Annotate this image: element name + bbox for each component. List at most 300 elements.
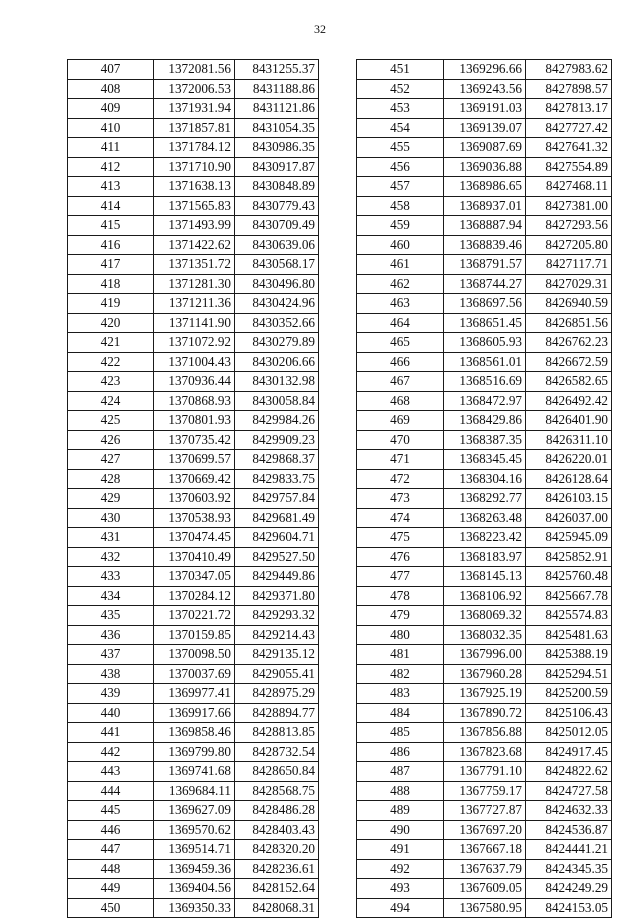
table-row [357,547,612,567]
table-row [357,138,612,158]
table-row [68,684,319,704]
point-number-cell: 426 [68,430,154,450]
y-coordinate-cell: 8427641.32 [526,138,612,158]
table-body-right [357,60,612,918]
table-row [357,216,612,236]
y-coordinate-cell: 8430568.17 [235,255,319,275]
x-coordinate-cell: 1371281.30 [154,274,235,294]
y-coordinate-cell: 8429527.50 [235,547,319,567]
table-row [357,840,612,860]
point-number-cell: 409 [68,99,154,119]
table-row [357,508,612,528]
y-coordinate-cell: 8424632.33 [526,801,612,821]
x-coordinate-cell: 1367996.00 [444,645,526,665]
table-row [357,703,612,723]
y-coordinate-cell: 8428320.20 [235,840,319,860]
point-number-cell: 491 [357,840,444,860]
x-coordinate-cell: 1368032.35 [444,625,526,645]
table-row [68,430,319,450]
x-coordinate-cell: 1369917.66 [154,703,235,723]
table-row [68,60,319,80]
coordinates-table-right [356,59,612,918]
x-coordinate-cell: 1369459.36 [154,859,235,879]
table-row [68,138,319,158]
y-coordinate-cell: 8430848.89 [235,177,319,197]
x-coordinate-cell: 1369087.69 [444,138,526,158]
x-coordinate-cell: 1371422.62 [154,235,235,255]
point-number-cell: 418 [68,274,154,294]
table-row [68,508,319,528]
point-number-cell: 437 [68,645,154,665]
x-coordinate-cell: 1372081.56 [154,60,235,80]
x-coordinate-cell: 1367727.87 [444,801,526,821]
y-coordinate-cell: 8428568.75 [235,781,319,801]
point-number-cell: 493 [357,879,444,899]
x-coordinate-cell: 1370159.85 [154,625,235,645]
table-row [357,255,612,275]
table-row [68,586,319,606]
point-number-cell: 489 [357,801,444,821]
x-coordinate-cell: 1367925.19 [444,684,526,704]
point-number-cell: 472 [357,469,444,489]
y-coordinate-cell: 8426401.90 [526,411,612,431]
y-coordinate-cell: 8426940.59 [526,294,612,314]
y-coordinate-cell: 8427813.17 [526,99,612,119]
x-coordinate-cell: 1369858.46 [154,723,235,743]
y-coordinate-cell: 8428403.43 [235,820,319,840]
y-coordinate-cell: 8424153.05 [526,898,612,918]
y-coordinate-cell: 8429604.71 [235,528,319,548]
point-number-cell: 473 [357,489,444,509]
y-coordinate-cell: 8429681.49 [235,508,319,528]
y-coordinate-cell: 8424917.45 [526,742,612,762]
x-coordinate-cell: 1371784.12 [154,138,235,158]
point-number-cell: 433 [68,567,154,587]
x-coordinate-cell: 1368345.45 [444,450,526,470]
table-row [357,742,612,762]
x-coordinate-cell: 1368651.45 [444,313,526,333]
y-coordinate-cell: 8428152.64 [235,879,319,899]
table-row [68,801,319,821]
table-row [357,664,612,684]
y-coordinate-cell: 8424822.62 [526,762,612,782]
y-coordinate-cell: 8430639.06 [235,235,319,255]
point-number-cell: 471 [357,450,444,470]
point-number-cell: 421 [68,333,154,353]
table-row [68,840,319,860]
y-coordinate-cell: 8425388.19 [526,645,612,665]
x-coordinate-cell: 1369191.03 [444,99,526,119]
x-coordinate-cell: 1371072.92 [154,333,235,353]
point-number-cell: 423 [68,372,154,392]
y-coordinate-cell: 8429214.43 [235,625,319,645]
x-coordinate-cell: 1369139.07 [444,118,526,138]
table-row [68,547,319,567]
point-number-cell: 417 [68,255,154,275]
y-coordinate-cell: 8430709.49 [235,216,319,236]
y-coordinate-cell: 8431188.86 [235,79,319,99]
point-number-cell: 445 [68,801,154,821]
x-coordinate-cell: 1367960.28 [444,664,526,684]
point-number-cell: 470 [357,430,444,450]
y-coordinate-cell: 8429293.32 [235,606,319,626]
point-number-cell: 488 [357,781,444,801]
y-coordinate-cell: 8427117.71 [526,255,612,275]
point-number-cell: 483 [357,684,444,704]
point-number-cell: 464 [357,313,444,333]
x-coordinate-cell: 1370538.93 [154,508,235,528]
table-row [68,723,319,743]
x-coordinate-cell: 1370801.93 [154,411,235,431]
y-coordinate-cell: 8429984.26 [235,411,319,431]
table-row [357,723,612,743]
y-coordinate-cell: 8431255.37 [235,60,319,80]
x-coordinate-cell: 1369741.68 [154,762,235,782]
point-number-cell: 463 [357,294,444,314]
table-row [68,664,319,684]
y-coordinate-cell: 8427293.56 [526,216,612,236]
point-number-cell: 492 [357,859,444,879]
table-row [68,625,319,645]
table-row [68,898,319,918]
point-number-cell: 475 [357,528,444,548]
point-number-cell: 460 [357,235,444,255]
y-coordinate-cell: 8429449.86 [235,567,319,587]
x-coordinate-cell: 1368887.94 [444,216,526,236]
table-row [68,79,319,99]
point-number-cell: 425 [68,411,154,431]
table-row [357,645,612,665]
point-number-cell: 446 [68,820,154,840]
point-number-cell: 442 [68,742,154,762]
x-coordinate-cell: 1368263.48 [444,508,526,528]
point-number-cell: 478 [357,586,444,606]
point-number-cell: 407 [68,60,154,80]
point-number-cell: 408 [68,79,154,99]
y-coordinate-cell: 8431054.35 [235,118,319,138]
table-row [68,781,319,801]
x-coordinate-cell: 1370474.45 [154,528,235,548]
point-number-cell: 422 [68,352,154,372]
x-coordinate-cell: 1368183.97 [444,547,526,567]
point-number-cell: 455 [357,138,444,158]
point-number-cell: 436 [68,625,154,645]
y-coordinate-cell: 8426037.00 [526,508,612,528]
point-number-cell: 412 [68,157,154,177]
y-coordinate-cell: 8429135.12 [235,645,319,665]
table-row [357,801,612,821]
table-row [68,820,319,840]
y-coordinate-cell: 8428732.54 [235,742,319,762]
x-coordinate-cell: 1371710.90 [154,157,235,177]
point-number-cell: 435 [68,606,154,626]
point-number-cell: 461 [357,255,444,275]
table-row [68,528,319,548]
x-coordinate-cell: 1371141.90 [154,313,235,333]
x-coordinate-cell: 1367791.10 [444,762,526,782]
x-coordinate-cell: 1368106.92 [444,586,526,606]
x-coordinate-cell: 1368744.27 [444,274,526,294]
x-coordinate-cell: 1368839.46 [444,235,526,255]
x-coordinate-cell: 1367890.72 [444,703,526,723]
point-number-cell: 448 [68,859,154,879]
point-number-cell: 469 [357,411,444,431]
point-number-cell: 465 [357,333,444,353]
y-coordinate-cell: 8425760.48 [526,567,612,587]
y-coordinate-cell: 8428975.29 [235,684,319,704]
point-number-cell: 487 [357,762,444,782]
point-number-cell: 451 [357,60,444,80]
x-coordinate-cell: 1371857.81 [154,118,235,138]
point-number-cell: 459 [357,216,444,236]
y-coordinate-cell: 8429757.84 [235,489,319,509]
table-row [357,99,612,119]
x-coordinate-cell: 1369404.56 [154,879,235,899]
x-coordinate-cell: 1368304.16 [444,469,526,489]
table-row [357,762,612,782]
x-coordinate-cell: 1368561.01 [444,352,526,372]
y-coordinate-cell: 8424441.21 [526,840,612,860]
x-coordinate-cell: 1369570.62 [154,820,235,840]
y-coordinate-cell: 8430917.87 [235,157,319,177]
x-coordinate-cell: 1370284.12 [154,586,235,606]
y-coordinate-cell: 8428068.31 [235,898,319,918]
x-coordinate-cell: 1370699.57 [154,450,235,470]
y-coordinate-cell: 8430779.43 [235,196,319,216]
table-row [68,742,319,762]
y-coordinate-cell: 8430496.80 [235,274,319,294]
y-coordinate-cell: 8425481.63 [526,625,612,645]
x-coordinate-cell: 1371565.83 [154,196,235,216]
point-number-cell: 466 [357,352,444,372]
point-number-cell: 453 [357,99,444,119]
x-coordinate-cell: 1372006.53 [154,79,235,99]
table-row [68,391,319,411]
point-number-cell: 410 [68,118,154,138]
table-row [68,703,319,723]
x-coordinate-cell: 1367856.88 [444,723,526,743]
coordinates-table-left [67,59,319,918]
y-coordinate-cell: 8426851.56 [526,313,612,333]
x-coordinate-cell: 1371638.13 [154,177,235,197]
point-number-cell: 458 [357,196,444,216]
x-coordinate-cell: 1368429.86 [444,411,526,431]
table-row [357,450,612,470]
point-number-cell: 467 [357,372,444,392]
y-coordinate-cell: 8426128.64 [526,469,612,489]
table-row [357,781,612,801]
table-row [357,879,612,899]
point-number-cell: 474 [357,508,444,528]
point-number-cell: 486 [357,742,444,762]
point-number-cell: 468 [357,391,444,411]
y-coordinate-cell: 8425294.51 [526,664,612,684]
point-number-cell: 430 [68,508,154,528]
y-coordinate-cell: 8426492.42 [526,391,612,411]
y-coordinate-cell: 8425667.78 [526,586,612,606]
table-row [357,430,612,450]
y-coordinate-cell: 8430058.84 [235,391,319,411]
y-coordinate-cell: 8426311.10 [526,430,612,450]
table-row [357,352,612,372]
table-row [68,235,319,255]
y-coordinate-cell: 8426762.23 [526,333,612,353]
x-coordinate-cell: 1367823.68 [444,742,526,762]
table-row [68,859,319,879]
y-coordinate-cell: 8424727.58 [526,781,612,801]
table-row [357,333,612,353]
y-coordinate-cell: 8430352.66 [235,313,319,333]
x-coordinate-cell: 1370098.50 [154,645,235,665]
point-number-cell: 494 [357,898,444,918]
point-number-cell: 484 [357,703,444,723]
x-coordinate-cell: 1370221.72 [154,606,235,626]
y-coordinate-cell: 8425574.83 [526,606,612,626]
point-number-cell: 479 [357,606,444,626]
table-row [357,898,612,918]
y-coordinate-cell: 8424536.87 [526,820,612,840]
table-row [357,528,612,548]
x-coordinate-cell: 1368292.77 [444,489,526,509]
x-coordinate-cell: 1371211.36 [154,294,235,314]
point-number-cell: 429 [68,489,154,509]
table-row [357,469,612,489]
y-coordinate-cell: 8431121.86 [235,99,319,119]
y-coordinate-cell: 8424345.35 [526,859,612,879]
table-row [357,411,612,431]
x-coordinate-cell: 1368697.56 [444,294,526,314]
x-coordinate-cell: 1369243.56 [444,79,526,99]
x-coordinate-cell: 1371351.72 [154,255,235,275]
point-number-cell: 450 [68,898,154,918]
point-number-cell: 419 [68,294,154,314]
point-number-cell: 434 [68,586,154,606]
x-coordinate-cell: 1370868.93 [154,391,235,411]
y-coordinate-cell: 8430986.35 [235,138,319,158]
y-coordinate-cell: 8428894.77 [235,703,319,723]
point-number-cell: 449 [68,879,154,899]
table-row [68,606,319,626]
point-number-cell: 440 [68,703,154,723]
point-number-cell: 432 [68,547,154,567]
y-coordinate-cell: 8427029.31 [526,274,612,294]
x-coordinate-cell: 1368605.93 [444,333,526,353]
table-row [357,196,612,216]
table-row [68,645,319,665]
x-coordinate-cell: 1369296.66 [444,60,526,80]
table-row [68,99,319,119]
table-row [357,294,612,314]
table-row [68,294,319,314]
y-coordinate-cell: 8426582.65 [526,372,612,392]
table-row [357,859,612,879]
point-number-cell: 438 [68,664,154,684]
y-coordinate-cell: 8429055.41 [235,664,319,684]
page-number: 32 [314,22,326,36]
table-row [357,118,612,138]
y-coordinate-cell: 8427381.00 [526,196,612,216]
table-row [357,391,612,411]
y-coordinate-cell: 8428486.28 [235,801,319,821]
point-number-cell: 428 [68,469,154,489]
y-coordinate-cell: 8429909.23 [235,430,319,450]
point-number-cell: 441 [68,723,154,743]
x-coordinate-cell: 1368223.42 [444,528,526,548]
y-coordinate-cell: 8430206.66 [235,352,319,372]
table-row [68,313,319,333]
table-row [357,313,612,333]
y-coordinate-cell: 8427468.11 [526,177,612,197]
x-coordinate-cell: 1368986.65 [444,177,526,197]
y-coordinate-cell: 8427205.80 [526,235,612,255]
x-coordinate-cell: 1367609.05 [444,879,526,899]
table-row [68,333,319,353]
x-coordinate-cell: 1370669.42 [154,469,235,489]
point-number-cell: 420 [68,313,154,333]
x-coordinate-cell: 1369514.71 [154,840,235,860]
table-body-left [68,60,319,918]
x-coordinate-cell: 1367637.79 [444,859,526,879]
point-number-cell: 431 [68,528,154,548]
table-row [68,411,319,431]
y-coordinate-cell: 8425106.43 [526,703,612,723]
x-coordinate-cell: 1368791.57 [444,255,526,275]
y-coordinate-cell: 8427554.89 [526,157,612,177]
y-coordinate-cell: 8430424.96 [235,294,319,314]
x-coordinate-cell: 1367697.20 [444,820,526,840]
point-number-cell: 477 [357,567,444,587]
point-number-cell: 411 [68,138,154,158]
y-coordinate-cell: 8430279.89 [235,333,319,353]
x-coordinate-cell: 1369036.88 [444,157,526,177]
point-number-cell: 424 [68,391,154,411]
point-number-cell: 443 [68,762,154,782]
table-row [68,177,319,197]
y-coordinate-cell: 8430132.98 [235,372,319,392]
table-row [357,625,612,645]
table-row [357,606,612,626]
x-coordinate-cell: 1367580.95 [444,898,526,918]
point-number-cell: 481 [357,645,444,665]
table-row [357,274,612,294]
y-coordinate-cell: 8429868.37 [235,450,319,470]
table-row [68,879,319,899]
y-coordinate-cell: 8429371.80 [235,586,319,606]
x-coordinate-cell: 1369684.11 [154,781,235,801]
x-coordinate-cell: 1368472.97 [444,391,526,411]
table-row [68,216,319,236]
x-coordinate-cell: 1369977.41 [154,684,235,704]
y-coordinate-cell: 8425945.09 [526,528,612,548]
table-row [68,274,319,294]
table-row [357,157,612,177]
x-coordinate-cell: 1370347.05 [154,567,235,587]
table-row [357,489,612,509]
point-number-cell: 415 [68,216,154,236]
point-number-cell: 462 [357,274,444,294]
x-coordinate-cell: 1367759.17 [444,781,526,801]
y-coordinate-cell: 8425012.05 [526,723,612,743]
x-coordinate-cell: 1370936.44 [154,372,235,392]
y-coordinate-cell: 8426672.59 [526,352,612,372]
table-row [357,684,612,704]
point-number-cell: 490 [357,820,444,840]
x-coordinate-cell: 1371004.43 [154,352,235,372]
x-coordinate-cell: 1370603.92 [154,489,235,509]
x-coordinate-cell: 1369350.33 [154,898,235,918]
point-number-cell: 456 [357,157,444,177]
point-number-cell: 447 [68,840,154,860]
